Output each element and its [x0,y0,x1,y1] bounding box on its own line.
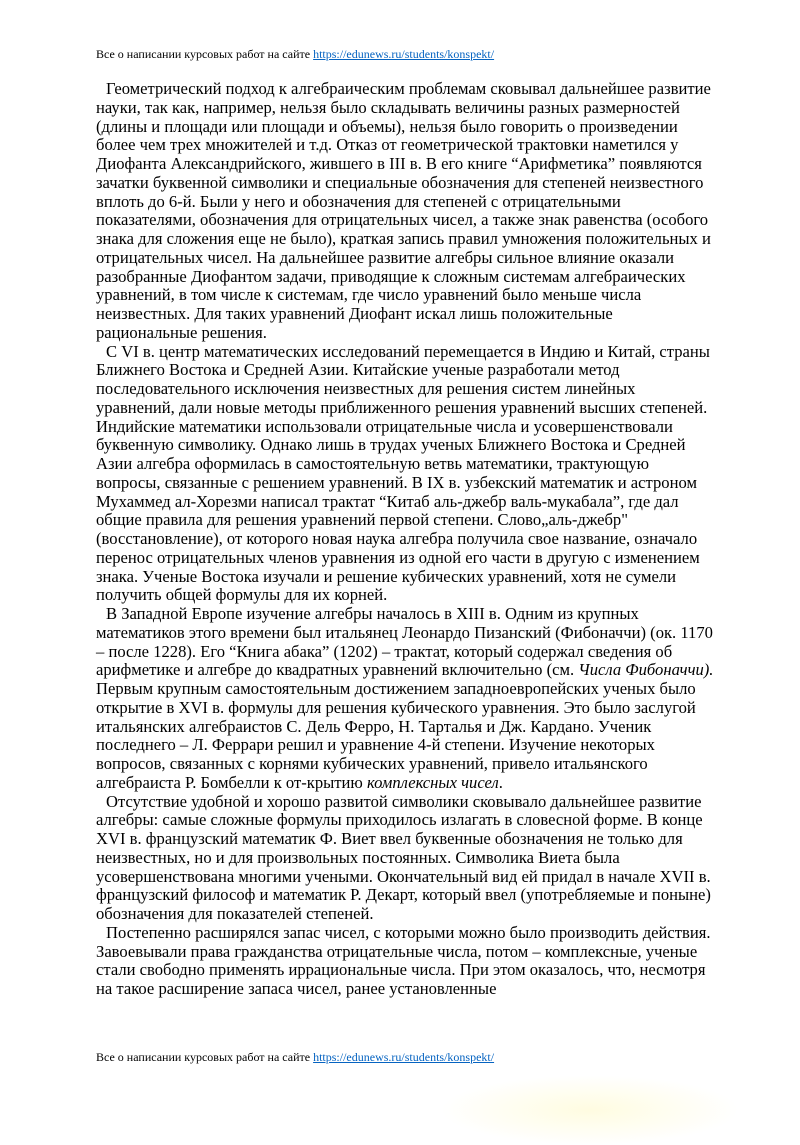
paragraph-numbers: Постепенно расширялся запас чисел, с которыми можно было производить действия. Завоевывали права гражданства отрицательные числа, потом – комплексные, ученые стали свободно применять иррациональные числа. При этом оказалось, что, несмотря на такое расширение запаса чисел, ранее установленные [96,922,711,998]
header-link[interactable]: https://edunews.ru/students/konspekt/ [313,47,495,61]
complex-numbers-term: комплексных чисел [366,772,499,792]
paragraph-symbolism: Отсутствие удобной и хорошо развитой символики сковывало дальнейшее развитие алгебры: самые сложные формулы приходилось излагать в словесной форме. В конце XVI в. французский математик Ф. Виет ввел буквенные обозначения не только для неизвестных, но и для произвольных постоянных. Символика Виета была усовершенствована многими учеными. Окончательный вид ей придал в начале XVII в. французский философ и математик Р. Декарт, который ввел (употребляемые и поныне) обозначения для показателей степеней. [96,791,711,923]
paragraph-diophantus: Геометрический подход к алгебраическим проблемам сковывал дальнейшее развитие науки, так как, например, нельзя было складывать величины разных размерностей (длины и площади или площади и объемы), нельзя было говорить о произведении более чем трех множителей и т.д. Отказ от геометрической трактовки наметился у Диофанта Александрийского, жившего в III в. В его книге “Арифметика” появляются зачатки буквенной символики и специальные обозначения для степеней неизвестного вплоть до 6-й. Были у него и обозначения для степеней с отрицательными показателями, обозначения для отрицательных чисел, а также знак равенства (особого знака для сложения еще не было), краткая запись правил умножения положительных и отрицательных чисел. На дальнейшее развитие алгебры сильное влияние оказали разобранные Диофантом задачи, приводящие к сложным системам алгебраических уравнений, в том числе к системам, где число уравнений было меньше числа неизвестных. Для таких уравнений Диофант искал лишь положительные рациональные решения. [96,79,711,342]
paragraph-east: С VI в. центр математических исследований перемещается в Индию и Китай, страны Ближнего Востока и Средней Азии. Китайские ученые разработали метод последовательного исключения неизвестных для решения систем линейных уравнений, дали новые методы приближенного решения уравнений высших степеней. Индийские математики использовали отрицательные числа и усовершенствовали буквенную символику. Однако лишь в трудах ученых Ближнего Востока и Средней Азии алгебра оформилась в самостоятельную ветвь математики, трактующую вопросы, связанные с решением уравнений. В IX в. узбекский математик и астроном Мухаммед ал-Хорезми написал трактат “Китаб аль-джебр валь-мукабала”, где дал общие правила для решения уравнений первой степени. Слово„аль-джебр" (восстановление), от которого новая наука алгебра получила свое название, означало перенос отрицательных членов уравнения из одной его части в другую с изменением знака. Ученые Востока изучали и решение кубических уравнений, хотя не сумели получить общей формулы для их корней. [96,341,710,605]
page-footer [96,1050,494,1064]
page-header [96,47,494,61]
paragraph-text: . [498,772,503,792]
paragraph-western-europe [96,605,716,793]
fibonacci-reference: Числа Фибоначчи). [578,660,714,680]
header-text: Все о написании курсовых работ на сайте [96,47,314,61]
footer-text: Все о написании курсовых работ на сайте [96,1050,314,1064]
scan-artifact [440,1075,740,1145]
paragraph-text: В Западной Европе изучение алгебры началось в XIII в. Одним из крупных математиков этого времени был итальянец Леонардо Пизанский (Фибоначчи) (ок. 1170 – после 1228). Его “Книга абака” (1202) – трактат, который содержал сведения об арифметике и алгебре до квадратных уравнений включительно (см. [96,604,713,680]
footer-link[interactable]: https://edunews.ru/students/konspekt/ [313,1050,495,1064]
paragraph-text: Первым крупным самостоятельным достижением западноевропейских ученых было открытие в XVI в. формулы для решения кубического уравнения. Это было заслугой итальянских алгебраистов С. Дель Ферро, Н. Тарталья и Дж. Кардано. Ученик последнего – Л. Феррари решил и уравнение 4-й степени. Изучение некоторых вопросов, связанных с корнями кубических уравнений, привело итальянского алгебраиста Р. Бомбелли к от-крытию [96,679,696,792]
document-body [96,80,716,999]
